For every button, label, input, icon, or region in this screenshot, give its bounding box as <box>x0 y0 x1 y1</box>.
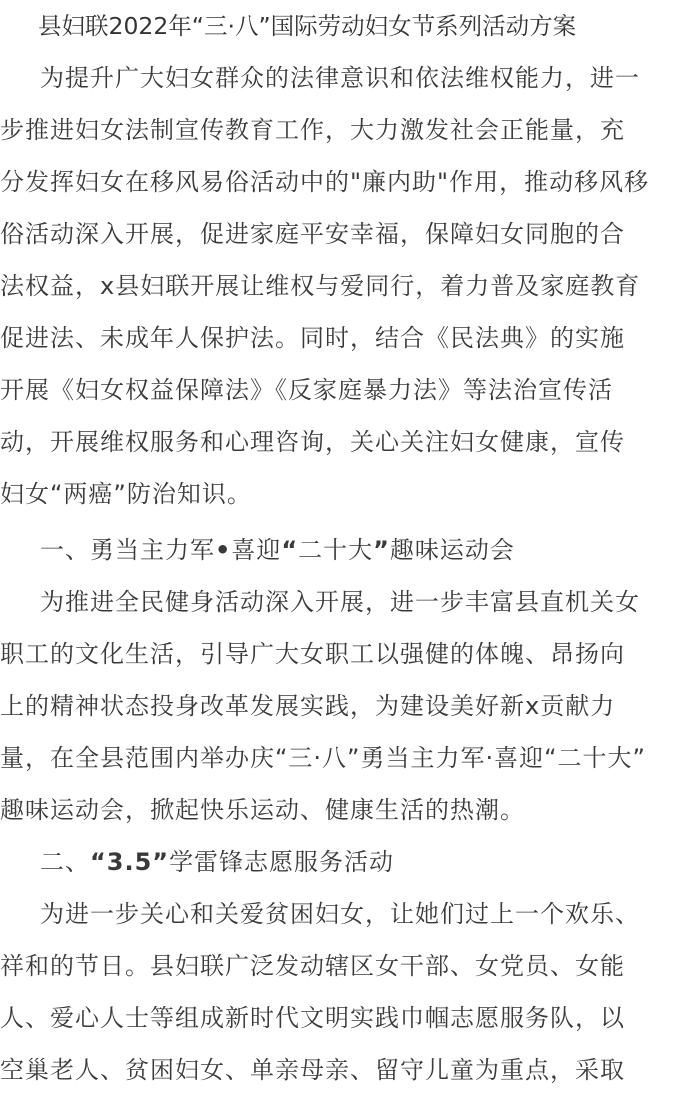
paragraph-line: 趣味运动会，掀起快乐运动、健康生活的热潮。 <box>0 796 525 824</box>
paragraph-line: 妇女“两癌”防治知识。 <box>0 480 252 508</box>
section-1-heading-quoted: 二十大 <box>298 536 374 564</box>
section-2-heading-suffix: 学雷锋志愿服务活动 <box>169 848 395 876</box>
section-1-paragraph <box>0 576 693 836</box>
paragraph-line: 开展《妇女权益保障法》《反家庭暴力法》等法治宣传活 <box>0 376 613 404</box>
section-1-heading-suffix: 趣味运动会 <box>389 536 515 564</box>
section-2-heading-bold: “3.5” <box>90 848 170 876</box>
paragraph-line: 步推进妇女法制宣传教育工作，大力激发社会正能量，充 <box>0 116 625 144</box>
section-1-heading-middle: 喜迎 <box>231 536 282 564</box>
section-1-heading-dot: • <box>215 536 232 564</box>
intro-paragraph <box>0 52 693 520</box>
paragraph-line: 量，在全县范围内举办庆“三·八”勇当主力军·喜迎“二十大” <box>0 744 646 772</box>
paragraph-line: 空巢老人、贫困妇女、单亲母亲、留守儿童为重点，采取 <box>0 1056 625 1084</box>
paragraph-line: 为提升广大妇女群众的法律意识和依法维权能力，进一 <box>40 64 640 92</box>
section-1-heading-quote-open: “ <box>281 536 299 564</box>
paragraph-line: 祥和的节日。县妇联广泛发动辖区女干部、女党员、女能 <box>0 952 625 980</box>
paragraph-line: 俗活动深入开展，促进家庭平安幸福，保障妇女同胞的合 <box>0 220 625 248</box>
paragraph-line: 为推进全民健身活动深入开展，进一步丰富县直机关女 <box>40 588 640 616</box>
document-title: 县妇联2022年“三·八”国际劳动妇女节系列活动方案 <box>38 12 577 40</box>
section-2-heading <box>40 836 394 888</box>
section-2-heading-prefix: 二、 <box>40 848 90 876</box>
paragraph-line: 法权益，x县妇联开展让维权与爱同行，着力普及家庭教育 <box>0 272 641 300</box>
paragraph-line: 为进一步关心和关爱贫困妇女，让她们过上一个欢乐、 <box>40 900 640 928</box>
paragraph-line: 分发挥妇女在移风易俗活动中的"廉内助"作用，推动移风移 <box>0 168 650 196</box>
paragraph-line: 职工的文化生活，引导广大女职工以强健的体魄、昂扬向 <box>0 640 625 668</box>
paragraph-line: 动，开展维权服务和心理咨询，关心关注妇女健康，宣传 <box>0 428 625 456</box>
section-2-paragraph <box>0 888 693 1096</box>
paragraph-line: 促进法、未成年人保护法。同时，结合《民法典》的实施 <box>0 324 625 352</box>
section-1-heading-quote-close: ” <box>373 536 390 564</box>
paragraph-line: 人、爱心人士等组成新时代文明实践巾帼志愿服务队，以 <box>0 1004 625 1032</box>
section-1-heading <box>40 524 515 576</box>
section-1-heading-prefix: 一、勇当主力军 <box>40 536 215 564</box>
paragraph-line: 上的精神状态投身改革发展实践，为建设美好新x贡献力 <box>0 692 616 720</box>
